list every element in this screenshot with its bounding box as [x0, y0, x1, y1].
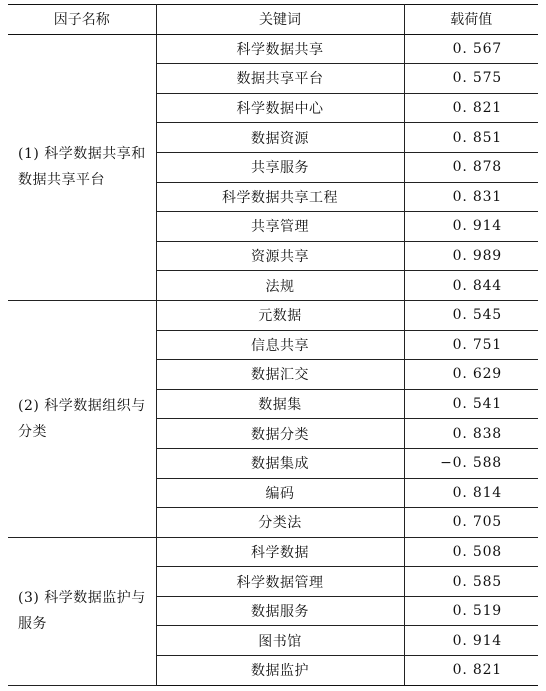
keyword-cell: 共享管理	[156, 212, 404, 242]
loading-value-cell: 0. 519	[404, 596, 538, 626]
table-body	[8, 34, 538, 685]
keyword-cell: 数据监护	[156, 656, 404, 686]
loading-value-cell: 0. 814	[404, 478, 538, 508]
keyword-cell: 数据集成	[156, 448, 404, 478]
loading-value-cell: 0. 838	[404, 419, 538, 449]
keyword-cell: 科学数据中心	[156, 93, 404, 123]
keyword-cell: 资源共享	[156, 241, 404, 271]
header-keyword: 关键词	[156, 5, 404, 35]
keyword-cell: 科学数据	[156, 537, 404, 567]
keyword-cell: 科学数据管理	[156, 567, 404, 597]
loading-value-cell: 0. 851	[404, 123, 538, 153]
loading-value-cell: 0. 914	[404, 212, 538, 242]
keyword-cell: 科学数据共享	[156, 34, 404, 64]
loading-value-cell: 0. 575	[404, 64, 538, 94]
factor-loading-table-container	[8, 4, 538, 686]
header-row	[8, 5, 538, 35]
loading-value-cell: 0. 831	[404, 182, 538, 212]
factor-name-cell: (3) 科学数据监护与服务	[8, 537, 156, 685]
factor-name-cell: (2) 科学数据组织与分类	[8, 300, 156, 537]
loading-value-cell: 0. 821	[404, 656, 538, 686]
keyword-cell: 数据分类	[156, 419, 404, 449]
keyword-cell: 信息共享	[156, 330, 404, 360]
keyword-cell: 元数据	[156, 300, 404, 330]
keyword-cell: 数据集	[156, 389, 404, 419]
keyword-cell: 法规	[156, 271, 404, 301]
keyword-cell: 数据服务	[156, 596, 404, 626]
loading-value-cell: 0. 844	[404, 271, 538, 301]
keyword-cell: 数据汇交	[156, 360, 404, 390]
keyword-cell: 科学数据共享工程	[156, 182, 404, 212]
factor-name-cell: (1) 科学数据共享和数据共享平台	[8, 34, 156, 300]
loading-value-cell: 0. 545	[404, 300, 538, 330]
keyword-cell: 数据资源	[156, 123, 404, 153]
loading-value-cell: 0. 914	[404, 626, 538, 656]
keyword-cell: 数据共享平台	[156, 64, 404, 94]
header-factor-name: 因子名称	[8, 5, 156, 35]
loading-value-cell: 0. 878	[404, 152, 538, 182]
loading-value-cell: 0. 629	[404, 360, 538, 390]
factor-loading-table	[8, 4, 538, 686]
keyword-cell: 分类法	[156, 508, 404, 538]
loading-value-cell: 0. 508	[404, 537, 538, 567]
keyword-cell: 图书馆	[156, 626, 404, 656]
loading-value-cell: −0. 588	[404, 448, 538, 478]
loading-value-cell: 0. 541	[404, 389, 538, 419]
loading-value-cell: 0. 705	[404, 508, 538, 538]
table-row	[8, 537, 538, 567]
loading-value-cell: 0. 585	[404, 567, 538, 597]
table-row	[8, 300, 538, 330]
header-loading-value: 载荷值	[404, 5, 538, 35]
keyword-cell: 编码	[156, 478, 404, 508]
loading-value-cell: 0. 567	[404, 34, 538, 64]
loading-value-cell: 0. 751	[404, 330, 538, 360]
loading-value-cell: 0. 989	[404, 241, 538, 271]
loading-value-cell: 0. 821	[404, 93, 538, 123]
table-row	[8, 34, 538, 64]
keyword-cell: 共享服务	[156, 152, 404, 182]
table-header	[8, 5, 538, 35]
